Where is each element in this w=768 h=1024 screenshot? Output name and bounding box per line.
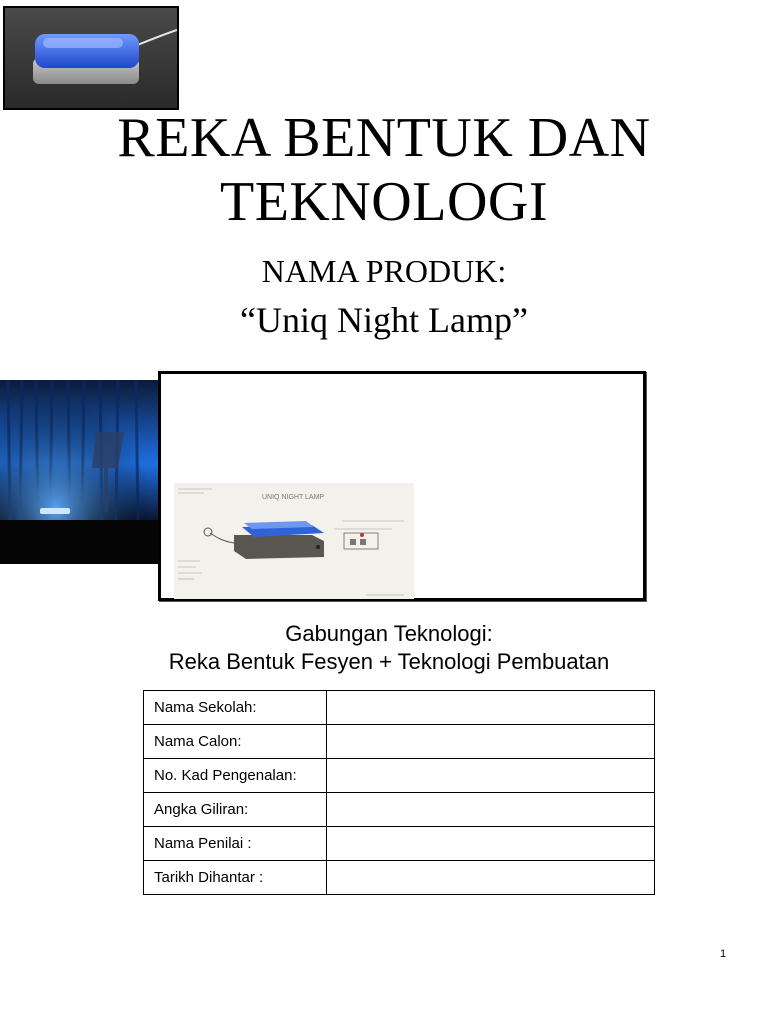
- title-line-1: REKA BENTUK DAN: [117, 107, 651, 169]
- field-candidate[interactable]: [327, 725, 655, 759]
- field-date[interactable]: [327, 861, 655, 895]
- field-ic[interactable]: [327, 759, 655, 793]
- sketch-caption: UNIQ NIGHT LAMP: [262, 494, 325, 501]
- field-label-ic: No. Kad Pengenalan:: [144, 759, 327, 793]
- product-name: “Uniq Night Lamp”: [240, 300, 528, 340]
- ambient-photo-illustration: [0, 380, 160, 564]
- page-number: 1: [720, 948, 727, 960]
- design-sketch: [174, 483, 414, 599]
- field-label-school: Nama Sekolah:: [144, 691, 327, 725]
- product-photo: [3, 6, 179, 110]
- candidate-info-table: [143, 690, 655, 895]
- field-label-assessor: Nama Penilai :: [144, 827, 327, 861]
- field-label-index: Angka Giliran:: [144, 793, 327, 827]
- field-label-date: Tarikh Dihantar :: [144, 861, 327, 895]
- table-row: [144, 793, 655, 827]
- ambient-photo: [0, 380, 160, 564]
- technology-heading: Gabungan Teknologi:: [285, 621, 493, 646]
- table-row: [144, 725, 655, 759]
- lamp-photo-illustration: [5, 8, 177, 108]
- table-row: [144, 861, 655, 895]
- technology-subheading: Reka Bentuk Fesyen + Teknologi Pembuatan: [168, 649, 610, 674]
- field-index[interactable]: [327, 793, 655, 827]
- table-row: [144, 691, 655, 725]
- field-label-candidate: Nama Calon:: [144, 725, 327, 759]
- sketch-illustration: [174, 483, 414, 599]
- title-line-2: TEKNOLOGI: [220, 171, 548, 233]
- field-school[interactable]: [327, 691, 655, 725]
- table-row: [144, 827, 655, 861]
- product-label: NAMA PRODUK:: [261, 253, 507, 289]
- field-assessor[interactable]: [327, 827, 655, 861]
- table-row: [144, 759, 655, 793]
